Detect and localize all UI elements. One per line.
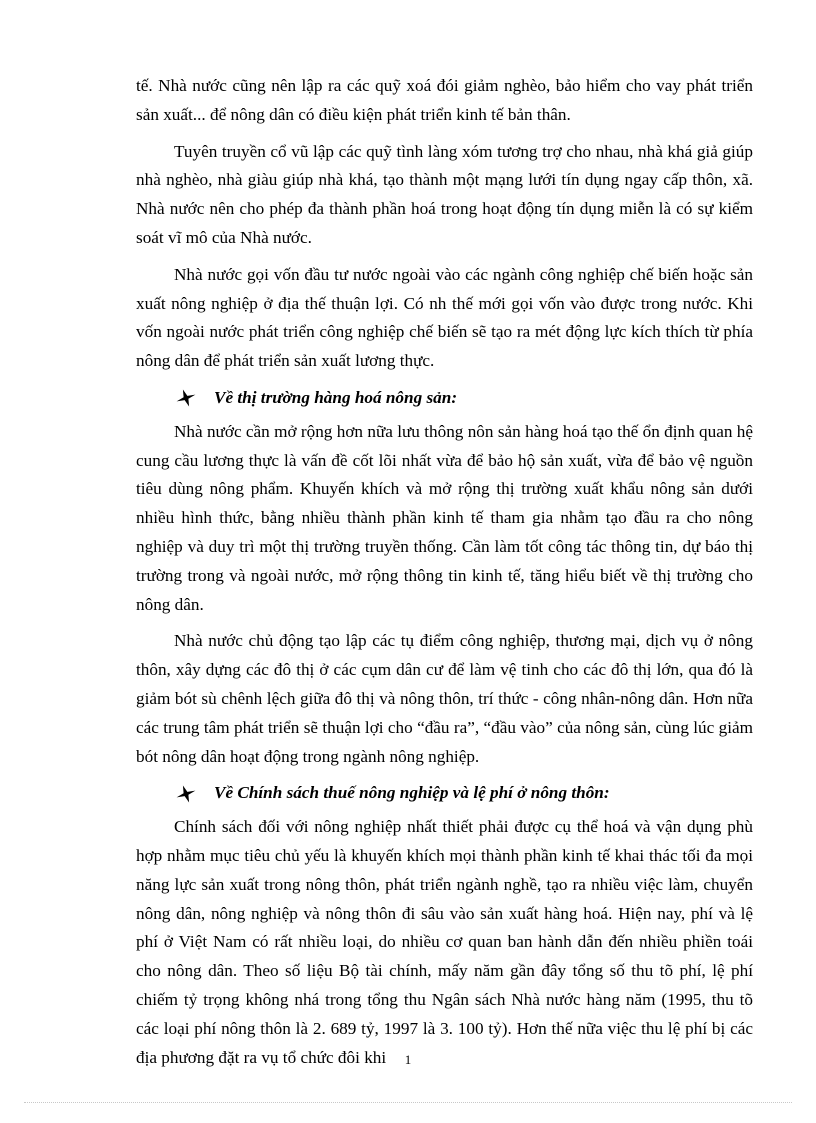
section-heading-tax-text: Về Chính sách thuế nông nghiệp và lệ phí ở nông thôn:	[214, 783, 610, 803]
paragraph-credit-funds: Tuyên truyền cổ vũ lập các quỹ tình làng xóm tương trợ cho nhau, nhà khá giả giúp nhà nghèo, nhà giàu giúp nhà khá, tạo thành một mạng lưới tín dụng ngay cấp thôn, xã. Nhà nước nên cho phép đa thành phần hoá trong hoạt động tín dụng miễn là có sự kiểm soát vĩ mô của Nhà nước.	[136, 141, 753, 247]
section-heading-market-text: Về thị trường hàng hoá nông sản:	[214, 387, 458, 407]
paragraph-continuation: tế. Nhà nước cũng nên lập ra các quỹ xoá đói giảm nghèo, bảo hiểm cho vay phát triển sản xuất... để nông dân có điều kiện phát triển kinh tế bản thân.	[136, 76, 753, 124]
four-point-star-icon	[174, 784, 198, 804]
section-heading-tax	[136, 779, 753, 808]
footer-divider	[24, 1102, 792, 1103]
paragraph-market-urban-centers: Nhà nước chủ động tạo lập các tụ điểm công nghiệp, thương mại, dịch vụ ở nông thôn, xây dựng các đô thị ở các cụm dân cư để làm vệ tinh cho các đô thị lớn, qua đó là giảm bót sù chênh lệch giữa đô thị và nông thôn, trí thức - công nhân-nông dân. Hơn nữa các trung tâm phát triển sẽ thuận lợi cho “đầu ra”, “đầu vào” của nông sản, cùng lúc giảm bót nông dân hoạt động trong ngành nông nghiệp.	[136, 631, 753, 766]
paragraph-foreign-investment: Nhà nước gọi vốn đầu tư nước ngoài vào các ngành công nghiệp chế biến hoặc sản xuất nông nghiệp ở địa thế thuận lợi. Có nh thế mới gọi vốn vào được trong nước. Khi vốn ngoài nước phát triển công nghiệp chế biến sẽ tạo ra mét động lực kích thích từ phía nông dân để phát triển sản xuất lương thực.	[136, 264, 753, 371]
document-body	[136, 72, 753, 1080]
paragraph-tax-policy: Chính sách đối với nông nghiệp nhất thiết phải được cụ thể hoá và vận dụng phù hợp nhằm mục tiêu chủ yếu là khuyến khích mọi thành phần kinh tế khai thác tối đa mọi năng lực sản xuất trong nông thôn, phát triển ngành nghề, tạo ra nhiều việc làm, chuyển nông dân, nông nghiệp và nông thôn đi sâu vào sản xuất hàng hoá. Hiện nay, phí và lệ phí ở Việt Nam có rất nhiều loại, do nhiều cơ quan ban hành dẫn đến nhiều phiền toái cho nông dân. Theo số liệu Bộ tài chính, mấy năm gần đây tổng số thu tõ phí, lệ phí chiếm tỷ trọng không nhá trong tổng thu Ngân sách Nhà nước hàng năm (1995, thu tõ các loại phí nông thôn là 2. 689 tỷ, 1997 là 3. 100 tỷ). Hơn thế nữa việc thu lệ phí bị các địa phương đặt ra vụ tổ chức đôi khi	[136, 817, 753, 1067]
paragraph-market-circulation: Nhà nước cần mở rộng hơn nữa lưu thông nôn sản hàng hoá tạo thế ổn định quan hệ cung cầu lương thực là vấn đề cốt lõi nhất vừa để bảo hộ sản xuất, vừa để bảo vệ nguồn tiêu dùng nông phẩm. Khuyến khích và mở rộng thị trường xuất khẩu nông sản dưới nhiều hình thức, bằng nhiều thành phần kinh tế tham gia nhằm tạo đầu ra cho nông nghiệp và duy trì một thị trường truyền thống. Cần làm tốt công tác thông tin, dự báo thị trường trong và ngoài nước, mở rộng thông tin kinh tế, tăng hiểu biết về thị trường cho nông dân.	[136, 421, 753, 614]
four-point-star-icon	[174, 388, 198, 408]
section-heading-market	[136, 384, 753, 413]
page-number: 1	[404, 1052, 412, 1067]
